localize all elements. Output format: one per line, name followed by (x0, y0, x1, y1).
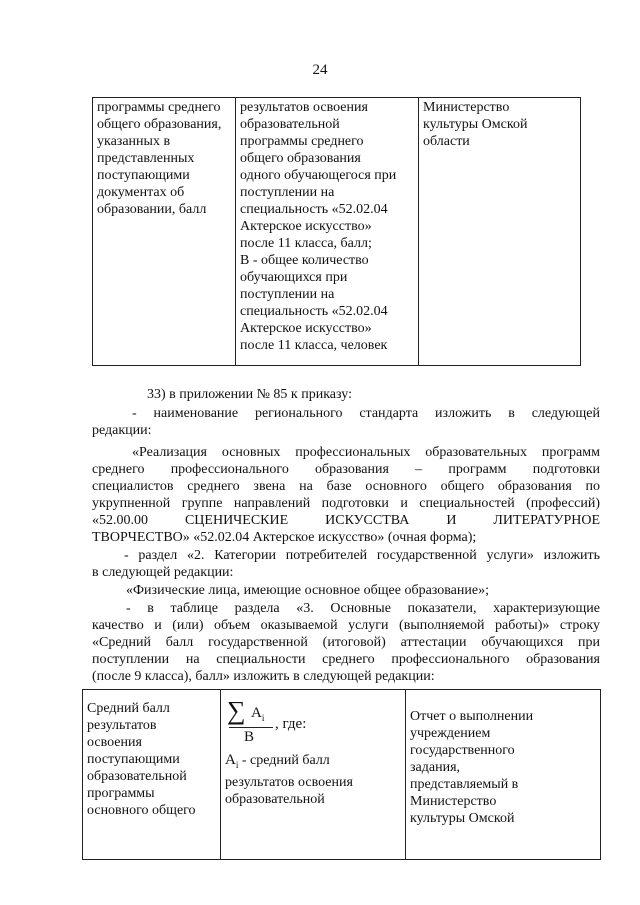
cell-line: документах об (97, 185, 185, 200)
cell-line: поступающими (87, 752, 180, 767)
fraction-bar (229, 727, 273, 728)
cell-line: программы (87, 786, 155, 801)
cell-line: программы среднего (97, 100, 221, 115)
paragraph-line: среднего профессионального образования – программ подготовки (92, 462, 600, 477)
indicator-table-continuation (92, 97, 581, 366)
cell-line: образовании, балл (97, 202, 207, 217)
cell-line: культуры Омской (423, 117, 528, 132)
cell-line: представляемый в (410, 777, 519, 792)
cell-line: образовательной (225, 791, 325, 807)
paragraph-line: поступлении на специальности среднего профессионального образования (92, 652, 600, 667)
paragraph-line: качество и (или) объем оказываемой услуги (выполняемой работы)» строку (92, 618, 600, 633)
cell-line: основного общего (87, 803, 196, 818)
paragraph-line: - наименование регионального стандарта изложить в следующей (132, 406, 600, 421)
paragraph-item-33: 33) в приложении № 85 к приказу: (147, 387, 352, 402)
page-number: 24 (312, 62, 328, 78)
cell-line: результатов (87, 718, 157, 733)
cell-line: поступлении на (240, 287, 335, 302)
cell-line: после 11 класса, балл; (240, 236, 372, 251)
cell-line: освоения (87, 735, 142, 750)
paragraph-line: - раздел «2. Категории потребителей государственной услуги» изложить (124, 548, 600, 563)
paragraph-line: редакции: (92, 423, 152, 438)
table-row (83, 690, 601, 860)
cell-line: образовательной (87, 769, 187, 784)
paragraph-line: «52.00.00 СЦЕНИЧЕСКИЕ ИСКУССТВА И ЛИТЕРАТУРНОЕ (92, 513, 600, 528)
paragraph-line: «Физические лица, имеющие основное общее образование»; (126, 583, 489, 598)
cell-line: специальность «52.02.04 (240, 304, 388, 319)
cell-line: общего образования, (97, 117, 222, 132)
cell-line: Средний балл (87, 701, 170, 716)
cell-line: одного обучающегося при (240, 168, 397, 183)
ai-definition: - средний балл (238, 753, 330, 768)
source-cell (406, 690, 601, 860)
formula-suffix: , где: (275, 716, 307, 732)
source-cell (419, 98, 581, 366)
cell-line: задания, (410, 760, 461, 775)
cell-line: области (423, 134, 470, 149)
indicator-name-cell (83, 690, 221, 860)
cell-line: культуры Омской (410, 811, 515, 826)
cell-line: Актерское искусство» (240, 321, 372, 336)
numerator-letter: A (251, 705, 262, 721)
ai-symbol: A (225, 752, 236, 768)
cell-line (225, 752, 401, 774)
cell-line: Отчет о выполнении (410, 709, 534, 724)
paragraph-line: в следующей редакции: (92, 565, 234, 580)
cell-line: обучающихся при (240, 270, 348, 285)
cell-line: после 11 класса, человек (240, 338, 388, 353)
paragraph-line: укрупненной группе направлений подготовки и специальностей (профессий) (92, 496, 600, 511)
paragraph-line: «Средний балл государственной (итоговой) аттестации обучающихся при (92, 635, 600, 650)
cell-line: представленных (97, 151, 195, 166)
formula-numerator (251, 705, 264, 727)
paragraph-line: ТВОРЧЕСТВО» «52.02.04 Актерское искусство» (очная форма); (92, 530, 477, 545)
paragraph-line: специалистов среднего звена на базе основного общего образования по (92, 479, 600, 494)
cell-line: результатов освоения (240, 100, 368, 115)
cell-line: государственного (410, 743, 515, 758)
new-indicator-table (82, 689, 601, 860)
cell-line: общего образования (240, 151, 361, 166)
ai-subscript: i (235, 759, 239, 770)
paragraph-line: (после 9 класса), балл» изложить в следующей редакции: (92, 669, 435, 684)
paragraph-line: «Реализация основных профессиональных образовательных программ (132, 445, 600, 460)
numerator-subscript: i (261, 713, 265, 723)
cell-line: образовательной (240, 117, 340, 132)
cell-line: поступлении на (240, 185, 335, 200)
cell-line: Министерство (423, 100, 510, 115)
formula-sum-ai-over-b (225, 696, 401, 752)
sigma-symbol: ∑ (227, 696, 246, 725)
cell-line: Актерское искусство» (240, 219, 372, 234)
formula-denominator: B (244, 729, 255, 745)
cell-line: специальность «52.02.04 (240, 202, 388, 217)
paragraph-line: - в таблице раздела «3. Основные показатели, характеризующие (126, 601, 600, 616)
calculation-method-cell (221, 690, 406, 860)
cell-line: учреждением (410, 726, 491, 741)
calculation-method-cell (236, 98, 419, 366)
cell-line: Министерство (410, 794, 497, 809)
cell-line: поступающими (97, 168, 190, 183)
cell-line: результатов освоения (225, 774, 353, 790)
cell-line: программы среднего (240, 134, 364, 149)
indicator-name-cell (93, 98, 236, 366)
table-row (93, 98, 581, 366)
cell-line: указанных в (97, 134, 171, 149)
cell-line: В - общее количество (240, 253, 369, 268)
